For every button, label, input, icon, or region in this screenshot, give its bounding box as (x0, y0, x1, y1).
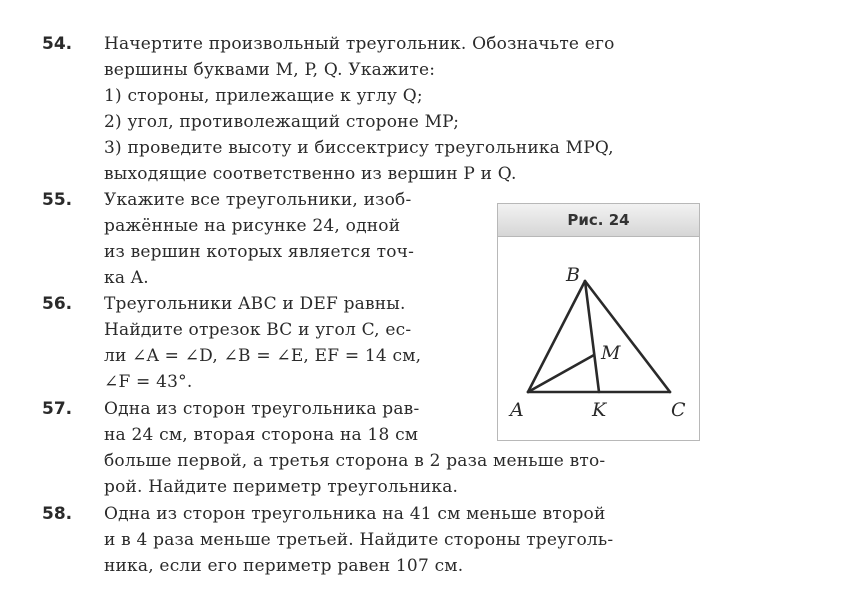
problem-text-line: из вершин которых является точ- (104, 242, 415, 262)
problem-text-line: рой. Найдите периметр треугольника. (104, 477, 459, 497)
problem-text-line: Одна из сторон треугольника на 41 см меньше второй (104, 504, 606, 524)
vertex-label-a: A (510, 399, 524, 421)
triangle-diagram (498, 237, 699, 439)
problem-number: 54. (42, 34, 73, 54)
problem-text-line: Треугольники ABC и DEF равны. (104, 294, 406, 314)
problem-text-line: 1) стороны, прилежащие к углу Q; (104, 86, 423, 106)
problem-text-line: Одна из сторон треугольника рав- (104, 399, 420, 419)
problem-text-line: и в 4 раза меньше третьей. Найдите стороны треуголь- (104, 530, 614, 550)
vertex-label-c: C (671, 399, 686, 421)
vertex-label-m: M (601, 342, 621, 364)
problem-text-line: ли ∠A = ∠D, ∠B = ∠E, EF = 14 см, (104, 346, 422, 366)
problem-text-line: ка A. (104, 268, 149, 288)
vertex-label-b: B (566, 264, 580, 286)
problem-number: 57. (42, 399, 73, 419)
problem-text-line: ражённые на рисунке 24, одной (104, 216, 401, 236)
figure-24 (497, 203, 700, 441)
problem-text-line: ника, если его периметр равен 107 см. (104, 556, 464, 576)
problem-text-line: вершины буквами M, P, Q. Укажите: (104, 60, 436, 80)
problem-text-line: Найдите отрезок BC и угол C, ес- (104, 320, 412, 340)
problem-text-line: больше первой, а третья сторона в 2 раза меньше вто- (104, 451, 606, 471)
problem-text-line: ∠F = 43°. (104, 372, 193, 392)
problem-number: 56. (42, 294, 73, 314)
problem-text-line: выходящие соответственно из вершин P и Q. (104, 164, 517, 184)
problem-text-line: 2) угол, противолежащий стороне MP; (104, 112, 460, 132)
vertex-label-k: K (592, 399, 607, 421)
problem-text-line: 3) проведите высоту и биссектрису треугольника MPQ, (104, 138, 614, 158)
figure-caption: Рис. 24 (498, 204, 699, 237)
problem-text-line: на 24 см, вторая сторона на 18 см (104, 425, 419, 445)
problem-text-line: Начертите произвольный треугольник. Обозначьте его (104, 34, 615, 54)
problem-text-line: Укажите все треугольники, изоб- (104, 190, 412, 210)
problem-number: 55. (42, 190, 73, 210)
problem-number: 58. (42, 504, 73, 524)
